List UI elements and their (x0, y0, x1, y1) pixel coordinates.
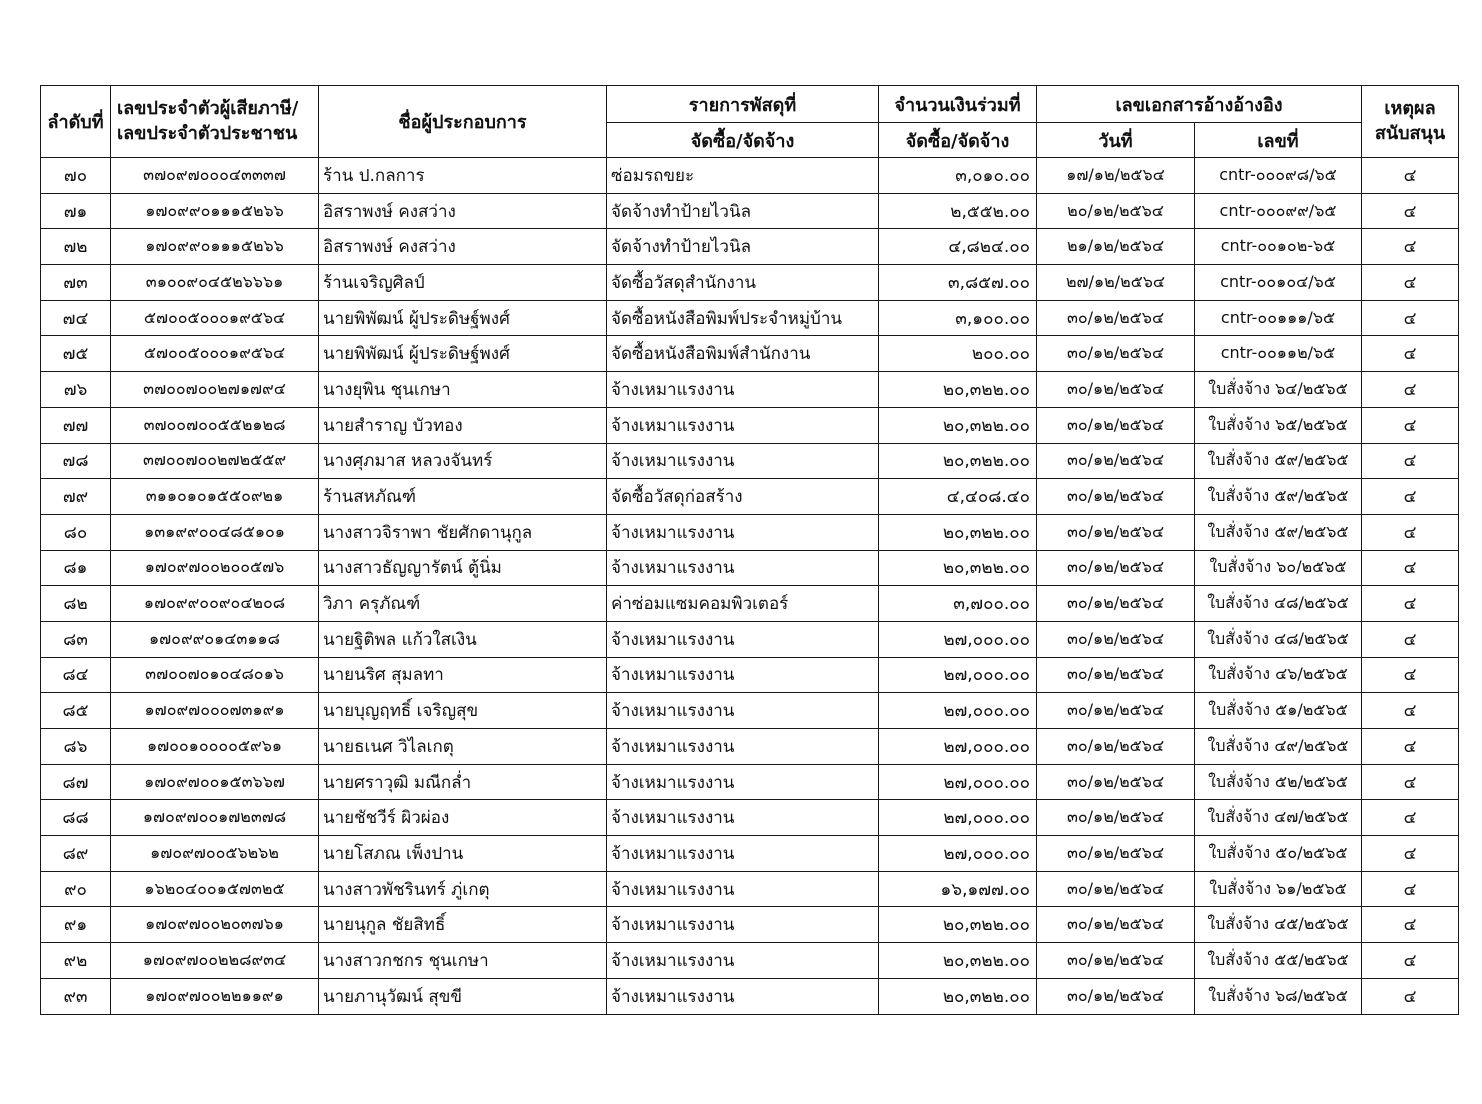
row-item: จ้างเหมาแรงงาน (607, 907, 879, 943)
row-amount: ๓,๐๑๐.๐๐ (879, 158, 1037, 194)
row-item: จ้างเหมาแรงงาน (607, 693, 879, 729)
row-date: ๓๐/๑๒/๒๕๖๔ (1037, 407, 1195, 443)
table-row (41, 978, 1459, 1014)
row-amount: ๓,๑๐๐.๐๐ (879, 300, 1037, 336)
row-date: ๓๐/๑๒/๒๕๖๔ (1037, 871, 1195, 907)
row-date: ๓๐/๑๒/๒๕๖๔ (1037, 479, 1195, 515)
row-vendor-name: นางสาวธัญญารัตน์ ตู้นิ่ม (319, 550, 607, 586)
row-item: จ้างเหมาแรงงาน (607, 443, 879, 479)
table-row (41, 729, 1459, 765)
table-row (41, 907, 1459, 943)
row-amount: ๒๗,๐๐๐.๐๐ (879, 800, 1037, 836)
row-order: ๘๕ (41, 693, 111, 729)
row-order: ๘๗ (41, 764, 111, 800)
row-reason: ๔ (1362, 372, 1459, 408)
row-vendor-name: นายนุกูล ชัยสิทธิ์ (319, 907, 607, 943)
row-vendor-name: อิสราพงษ์ คงสว่าง (319, 229, 607, 265)
header-reason-line1: เหตุผล (1384, 98, 1436, 120)
row-amount: ๒๗,๐๐๐.๐๐ (879, 621, 1037, 657)
row-refno: ใบสั่งจ้าง ๕๒/๒๕๖๕ (1195, 764, 1362, 800)
header-amount-line1: จำนวนเงินร่วมที่ (879, 86, 1037, 123)
row-order: ๘๙ (41, 836, 111, 872)
row-taxid: ๓๗๐๙๗๐๐๐๔๓๓๓๗ (111, 158, 319, 194)
row-taxid: ๓๗๐๐๗๐๐๕๕๒๑๒๘ (111, 407, 319, 443)
table-row (41, 407, 1459, 443)
row-vendor-name: นายฐิติพล แก้วใสเงิน (319, 621, 607, 657)
row-refno: ใบสั่งจ้าง ๕๕/๒๕๖๕ (1195, 943, 1362, 979)
row-reason: ๔ (1362, 586, 1459, 622)
row-taxid: ๕๗๐๐๕๐๐๐๑๙๕๖๔ (111, 336, 319, 372)
row-taxid: ๓๗๐๐๗๐๐๒๗๑๗๙๔ (111, 372, 319, 408)
row-taxid: ๑๗๐๙๗๐๐๑๗๒๓๗๘ (111, 800, 319, 836)
row-amount: ๒๐,๓๒๒.๐๐ (879, 443, 1037, 479)
row-amount: ๑๖,๑๗๗.๐๐ (879, 871, 1037, 907)
row-vendor-name: นางสาวกชกร ชุนเกษา (319, 943, 607, 979)
row-reason: ๔ (1362, 907, 1459, 943)
row-refno: ใบสั่งจ้าง ๕๑/๒๕๖๕ (1195, 693, 1362, 729)
table-row (41, 871, 1459, 907)
table-body (41, 158, 1459, 1015)
row-order: ๗๔ (41, 300, 111, 336)
row-order: ๗๙ (41, 479, 111, 515)
row-order: ๗๑ (41, 193, 111, 229)
table-row (41, 693, 1459, 729)
table-header (41, 86, 1459, 158)
table-row (41, 265, 1459, 301)
row-reason: ๔ (1362, 193, 1459, 229)
row-order: ๗๖ (41, 372, 111, 408)
row-amount: ๒๐,๓๒๒.๐๐ (879, 943, 1037, 979)
row-order: ๗๘ (41, 443, 111, 479)
row-vendor-name: นายพิพัฒน์ ผู้ประดิษฐ์พงศ์ (319, 300, 607, 336)
row-taxid: ๑๗๐๙๗๐๐๕๖๒๖๒ (111, 836, 319, 872)
table-row (41, 836, 1459, 872)
table-row (41, 372, 1459, 408)
header-amount-line2: จัดซื้อ/จัดจ้าง (879, 123, 1037, 158)
row-vendor-name: วิภา ครุภัณฑ์ (319, 586, 607, 622)
row-taxid: ๑๗๐๙๙๐๑๑๑๕๒๖๖ (111, 229, 319, 265)
row-vendor-name: นายบุญฤทธิ์ เจริญสุข (319, 693, 607, 729)
row-amount: ๔,๘๒๔.๐๐ (879, 229, 1037, 265)
row-item: ค่าซ่อมแซมคอมพิวเตอร์ (607, 586, 879, 622)
row-date: ๓๐/๑๒/๒๕๖๔ (1037, 372, 1195, 408)
row-vendor-name: นายสำราญ บัวทอง (319, 407, 607, 443)
row-item: จ้างเหมาแรงงาน (607, 407, 879, 443)
row-order: ๙๓ (41, 978, 111, 1014)
row-date: ๓๐/๑๒/๒๕๖๔ (1037, 621, 1195, 657)
row-refno: ใบสั่งจ้าง ๔๙/๒๕๖๕ (1195, 729, 1362, 765)
header-item-line1: รายการพัสดุที่ (607, 86, 879, 123)
row-date: ๓๐/๑๒/๒๕๖๔ (1037, 764, 1195, 800)
row-refno: ใบสั่งจ้าง ๔๘/๒๕๖๕ (1195, 621, 1362, 657)
row-taxid: ๑๖๒๐๔๐๐๑๕๗๓๒๕ (111, 871, 319, 907)
row-order: ๗๐ (41, 158, 111, 194)
header-taxid-line1: เลขประจำตัวผู้เสียภาษี/ (117, 98, 299, 120)
row-item: จ้างเหมาแรงงาน (607, 800, 879, 836)
row-taxid: ๑๗๐๙๗๐๐๒๐๐๕๗๖ (111, 550, 319, 586)
row-amount: ๓,๘๕๗.๐๐ (879, 265, 1037, 301)
row-amount: ๒๗,๐๐๐.๐๐ (879, 764, 1037, 800)
row-date: ๓๐/๑๒/๒๕๖๔ (1037, 443, 1195, 479)
row-taxid: ๓๑๐๐๙๐๔๕๒๖๖๖๑ (111, 265, 319, 301)
row-amount: ๒๗,๐๐๐.๐๐ (879, 729, 1037, 765)
header-refno: เลขที่ (1195, 123, 1362, 158)
row-amount: ๒,๕๕๒.๐๐ (879, 193, 1037, 229)
table-row (41, 443, 1459, 479)
row-vendor-name: นางสาวจิราพา ชัยศักดานุกูล (319, 514, 607, 550)
row-reason: ๔ (1362, 158, 1459, 194)
row-taxid: ๓๑๑๐๑๐๑๕๕๐๙๒๑ (111, 479, 319, 515)
row-order: ๘๑ (41, 550, 111, 586)
row-taxid: ๑๗๐๙๗๐๐๒๒๑๑๙๑ (111, 978, 319, 1014)
row-vendor-name: นายนริศ สุมลทา (319, 657, 607, 693)
header-reason-line2: สนับสนุน (1374, 122, 1446, 144)
row-refno: cntr-๐๐๑๑๒/๖๕ (1195, 336, 1362, 372)
row-reason: ๔ (1362, 693, 1459, 729)
row-taxid: ๑๗๐๐๑๐๐๐๐๕๙๖๑ (111, 729, 319, 765)
row-amount: ๔,๔๐๘.๔๐ (879, 479, 1037, 515)
row-item: จัดจ้างทำป้ายไวนิล (607, 193, 879, 229)
row-item: จัดซื้อหนังสือพิมพ์ประจำหมู่บ้าน (607, 300, 879, 336)
row-refno: cntr-๐๐๑๐๔/๖๕ (1195, 265, 1362, 301)
row-vendor-name: นายศราวุฒิ มณีกล่ำ (319, 764, 607, 800)
row-order: ๗๒ (41, 229, 111, 265)
row-refno: cntr-๐๐๑๑๑/๖๕ (1195, 300, 1362, 336)
row-order: ๘๖ (41, 729, 111, 765)
row-refno: cntr-๐๐๐๙๙/๖๕ (1195, 193, 1362, 229)
row-order: ๘๐ (41, 514, 111, 550)
procurement-table-sheet (40, 85, 1458, 1015)
row-reason: ๔ (1362, 229, 1459, 265)
row-date: ๓๐/๑๒/๒๕๖๔ (1037, 300, 1195, 336)
row-item: ซ่อมรถขยะ (607, 158, 879, 194)
header-reason (1362, 86, 1459, 158)
row-item: จ้างเหมาแรงงาน (607, 871, 879, 907)
row-vendor-name: นายโสภณ เพ็งปาน (319, 836, 607, 872)
row-reason: ๔ (1362, 265, 1459, 301)
row-amount: ๒๐,๓๒๒.๐๐ (879, 372, 1037, 408)
table-row (41, 479, 1459, 515)
row-reason: ๔ (1362, 479, 1459, 515)
row-reason: ๔ (1362, 336, 1459, 372)
row-taxid: ๑๗๐๙๙๐๑๑๑๕๒๖๖ (111, 193, 319, 229)
row-taxid: ๕๗๐๐๕๐๐๐๑๙๕๖๔ (111, 300, 319, 336)
row-item: จัดซื้อหนังสือพิมพ์สำนักงาน (607, 336, 879, 372)
row-reason: ๔ (1362, 300, 1459, 336)
row-order: ๙๒ (41, 943, 111, 979)
row-taxid: ๑๗๐๙๗๐๐๐๗๓๑๙๑ (111, 693, 319, 729)
row-item: จ้างเหมาแรงงาน (607, 978, 879, 1014)
row-date: ๒๑/๑๒/๒๕๖๔ (1037, 229, 1195, 265)
row-vendor-name: นายภานุวัฒน์ สุขขี (319, 978, 607, 1014)
row-date: ๓๐/๑๒/๒๕๖๔ (1037, 907, 1195, 943)
row-order: ๘๒ (41, 586, 111, 622)
row-refno: ใบสั่งจ้าง ๖๑/๒๕๖๕ (1195, 871, 1362, 907)
row-date: ๓๐/๑๒/๒๕๖๔ (1037, 729, 1195, 765)
row-order: ๙๐ (41, 871, 111, 907)
row-refno: ใบสั่งจ้าง ๖๔/๒๕๖๕ (1195, 372, 1362, 408)
row-vendor-name: นายชัชวีร์ ผิวผ่อง (319, 800, 607, 836)
row-item: จัดซื้อวัสดุสำนักงาน (607, 265, 879, 301)
table-row (41, 800, 1459, 836)
row-item: จ้างเหมาแรงงาน (607, 621, 879, 657)
row-reason: ๔ (1362, 871, 1459, 907)
row-refno: ใบสั่งจ้าง ๕๐/๒๕๖๕ (1195, 836, 1362, 872)
row-amount: ๒๐,๓๒๒.๐๐ (879, 407, 1037, 443)
row-taxid: ๓๗๐๐๗๐๐๒๗๒๕๕๙ (111, 443, 319, 479)
row-date: ๓๐/๑๒/๒๕๖๔ (1037, 943, 1195, 979)
row-reason: ๔ (1362, 443, 1459, 479)
row-refno: ใบสั่งจ้าง ๔๗/๒๕๖๕ (1195, 800, 1362, 836)
table-row (41, 300, 1459, 336)
row-vendor-name: นางสาวพัชรินทร์ ภู่เกตุ (319, 871, 607, 907)
row-date: ๓๐/๑๒/๒๕๖๔ (1037, 836, 1195, 872)
row-item: จ้างเหมาแรงงาน (607, 836, 879, 872)
row-order: ๗๓ (41, 265, 111, 301)
table-row (41, 336, 1459, 372)
row-reason: ๔ (1362, 621, 1459, 657)
row-vendor-name: นายธเนศ วิไลเกตุ (319, 729, 607, 765)
row-refno: ใบสั่งจ้าง ๖๘/๒๕๖๕ (1195, 978, 1362, 1014)
row-amount: ๒๐,๓๒๒.๐๐ (879, 907, 1037, 943)
row-vendor-name: ร้าน ป.กลการ (319, 158, 607, 194)
table-row (41, 229, 1459, 265)
row-refno: cntr-๐๐๐๙๘/๖๕ (1195, 158, 1362, 194)
table-row (41, 193, 1459, 229)
row-amount: ๒๐,๓๒๒.๐๐ (879, 514, 1037, 550)
row-order: ๙๑ (41, 907, 111, 943)
table-row (41, 514, 1459, 550)
row-date: ๒๗/๑๒/๒๕๖๔ (1037, 265, 1195, 301)
row-vendor-name: อิสราพงษ์ คงสว่าง (319, 193, 607, 229)
table-row (41, 943, 1459, 979)
row-amount: ๓,๗๐๐.๐๐ (879, 586, 1037, 622)
row-item: จัดซื้อวัสดุก่อสร้าง (607, 479, 879, 515)
table-row (41, 764, 1459, 800)
row-reason: ๔ (1362, 550, 1459, 586)
row-date: ๒๐/๑๒/๒๕๖๔ (1037, 193, 1195, 229)
row-date: ๓๐/๑๒/๒๕๖๔ (1037, 550, 1195, 586)
header-refdoc: เลขเอกสารอ้างอ้างอิง (1037, 86, 1362, 123)
procurement-table (40, 85, 1459, 1015)
row-refno: ใบสั่งจ้าง ๔๖/๒๕๖๕ (1195, 657, 1362, 693)
row-date: ๓๐/๑๒/๒๕๖๔ (1037, 336, 1195, 372)
row-taxid: ๓๗๐๐๗๐๑๐๔๘๐๑๖ (111, 657, 319, 693)
header-order: ลำดับที่ (41, 86, 111, 158)
table-row (41, 657, 1459, 693)
row-taxid: ๑๗๐๙๗๐๐๒๐๓๗๖๑ (111, 907, 319, 943)
row-date: ๓๐/๑๒/๒๕๖๔ (1037, 657, 1195, 693)
row-taxid: ๑๗๐๙๙๐๑๔๓๑๑๘ (111, 621, 319, 657)
row-refno: ใบสั่งจ้าง ๖๐/๒๕๖๕ (1195, 550, 1362, 586)
row-refno: ใบสั่งจ้าง ๖๕/๒๕๖๕ (1195, 407, 1362, 443)
row-order: ๘๔ (41, 657, 111, 693)
header-vendor: ชื่อผู้ประกอบการ (319, 86, 607, 158)
row-reason: ๔ (1362, 657, 1459, 693)
row-order: ๘๓ (41, 621, 111, 657)
row-reason: ๔ (1362, 836, 1459, 872)
row-item: จ้างเหมาแรงงาน (607, 514, 879, 550)
table-row (41, 550, 1459, 586)
row-amount: ๒๗,๐๐๐.๐๐ (879, 693, 1037, 729)
row-amount: ๒๗,๐๐๐.๐๐ (879, 657, 1037, 693)
row-amount: ๒๗,๐๐๐.๐๐ (879, 836, 1037, 872)
row-item: จ้างเหมาแรงงาน (607, 764, 879, 800)
table-row (41, 621, 1459, 657)
row-amount: ๒๐,๓๒๒.๐๐ (879, 978, 1037, 1014)
row-vendor-name: ร้านสหภัณฑ์ (319, 479, 607, 515)
row-item: จ้างเหมาแรงงาน (607, 550, 879, 586)
row-item: จ้างเหมาแรงงาน (607, 729, 879, 765)
row-item: จ้างเหมาแรงงาน (607, 657, 879, 693)
row-refno: ใบสั่งจ้าง ๕๙/๒๕๖๕ (1195, 479, 1362, 515)
row-item: จ้างเหมาแรงงาน (607, 943, 879, 979)
header-date: วันที่ (1037, 123, 1195, 158)
row-date: ๓๐/๑๒/๒๕๖๔ (1037, 514, 1195, 550)
row-refno: cntr-๐๐๑๐๒-๖๕ (1195, 229, 1362, 265)
row-order: ๗๗ (41, 407, 111, 443)
row-date: ๑๗/๑๒/๒๕๖๔ (1037, 158, 1195, 194)
row-vendor-name: ร้านเจริญศิลป์ (319, 265, 607, 301)
row-reason: ๔ (1362, 978, 1459, 1014)
row-reason: ๔ (1362, 764, 1459, 800)
header-taxid (111, 86, 319, 158)
row-reason: ๔ (1362, 514, 1459, 550)
row-reason: ๔ (1362, 407, 1459, 443)
table-row (41, 158, 1459, 194)
row-vendor-name: นางศุภมาส หลวงจันทร์ (319, 443, 607, 479)
row-item: จัดจ้างทำป้ายไวนิล (607, 229, 879, 265)
row-reason: ๔ (1362, 800, 1459, 836)
header-taxid-line2: เลขประจำตัวประชาชน (117, 122, 298, 144)
row-refno: ใบสั่งจ้าง ๔๕/๒๕๖๕ (1195, 907, 1362, 943)
row-taxid: ๑๗๐๙๗๐๐๒๒๘๙๓๔ (111, 943, 319, 979)
row-refno: ใบสั่งจ้าง ๕๙/๒๕๖๕ (1195, 514, 1362, 550)
row-taxid: ๑๗๐๙๙๐๐๙๐๔๒๐๘ (111, 586, 319, 622)
row-order: ๗๕ (41, 336, 111, 372)
row-vendor-name: นางยุพิน ชุนเกษา (319, 372, 607, 408)
row-reason: ๔ (1362, 943, 1459, 979)
row-amount: ๒๐๐.๐๐ (879, 336, 1037, 372)
header-item-line2: จัดซื้อ/จัดจ้าง (607, 123, 879, 158)
row-item: จ้างเหมาแรงงาน (607, 372, 879, 408)
row-amount: ๒๐,๓๒๒.๐๐ (879, 550, 1037, 586)
row-date: ๓๐/๑๒/๒๕๖๔ (1037, 978, 1195, 1014)
row-taxid: ๑๗๐๙๗๐๐๑๕๓๖๖๗ (111, 764, 319, 800)
row-reason: ๔ (1362, 729, 1459, 765)
row-date: ๓๐/๑๒/๒๕๖๔ (1037, 586, 1195, 622)
row-taxid: ๑๓๑๙๙๐๐๔๘๕๑๐๑ (111, 514, 319, 550)
table-row (41, 586, 1459, 622)
row-refno: ใบสั่งจ้าง ๕๙/๒๕๖๕ (1195, 443, 1362, 479)
row-vendor-name: นายพิพัฒน์ ผู้ประดิษฐ์พงศ์ (319, 336, 607, 372)
row-order: ๘๘ (41, 800, 111, 836)
row-date: ๓๐/๑๒/๒๕๖๔ (1037, 693, 1195, 729)
row-date: ๓๐/๑๒/๒๕๖๔ (1037, 800, 1195, 836)
row-refno: ใบสั่งจ้าง ๔๘/๒๕๖๕ (1195, 586, 1362, 622)
